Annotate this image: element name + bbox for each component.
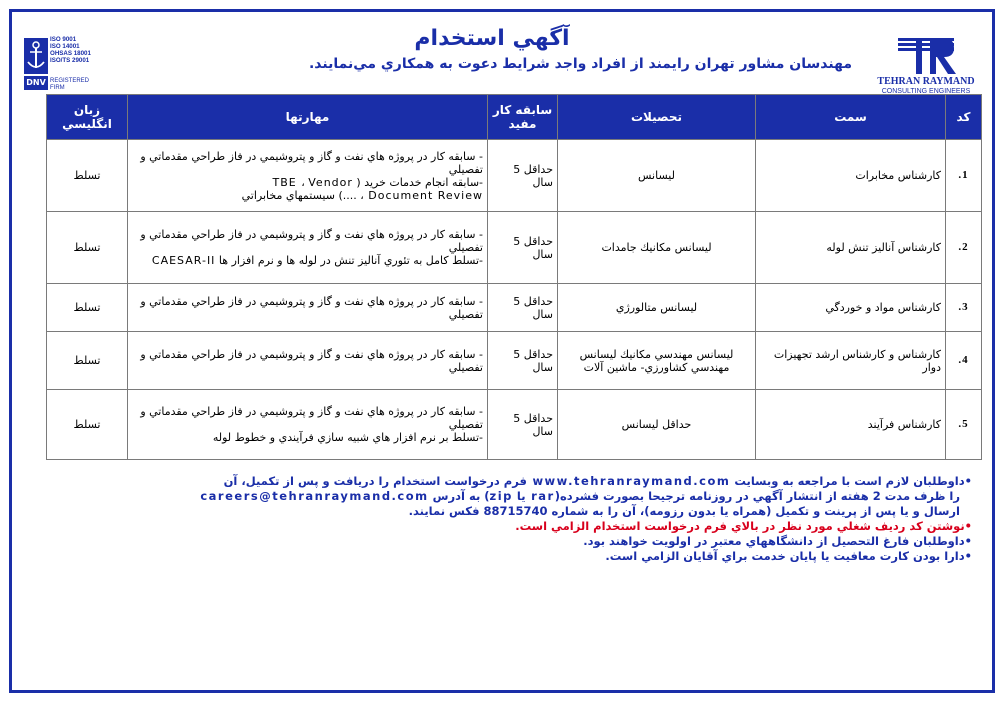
table-header-row	[47, 95, 982, 140]
ad-subtitle: مهندسان مشاور تهران رايمند از افراد واجد شرايط دعوت به همكاري مي‌نمايند.	[308, 56, 852, 72]
note-continuation: ارسال و يا پس از پرينت و تكميل (همراه يا بدون رزومه)، آن را به شماره 88715740 فكس نمايند.	[408, 504, 960, 518]
header-education: تحصيلات	[558, 95, 756, 140]
skill-line: - سابقه كار در پروژه هاي نفت و گاز و پتروشيمي در فاز طراحي مقدماتي و تفصيلي	[140, 228, 483, 254]
row-code: 1.	[946, 140, 982, 212]
jobs-table	[46, 94, 982, 460]
row-experience: حداقل 5 سال	[488, 140, 558, 212]
note-text: •داوطلبان لازم است با مراجعه به وبسايت www.tehranraymand.com فرم درخواست استخدام را دريافت و پس از تكميل، آن	[223, 474, 972, 488]
row-skills	[128, 390, 488, 460]
skill-line: - سابقه كار در پروژه هاي نفت و گاز و پتروشيمي در فاز طراحي مقدماتي و تفصيلي	[140, 149, 483, 176]
company-logo	[876, 36, 976, 98]
table-row	[47, 212, 982, 284]
dnv-badge: DNV	[24, 76, 48, 90]
table-row	[47, 284, 982, 332]
row-skills	[128, 212, 488, 284]
row-education: ليسانس مهندسي مكانيك ليسانس مهندسي كشاورزي- ماشين آلات	[558, 332, 756, 390]
company-tagline: CONSULTING ENGINEERS	[881, 88, 971, 95]
anchor-icon	[24, 38, 48, 74]
row-position: كارشناس و كارشناس ارشد تجهيزات دوار	[756, 332, 946, 390]
row-code: 4.	[946, 332, 982, 390]
company-name: TEHRAN RAYMAND	[877, 76, 975, 87]
iso-list	[50, 36, 91, 64]
note-military: •دارا بودن كارت معافيت يا پايان خدمت براي آقايان الزامي است.	[605, 549, 972, 563]
notes-section	[42, 474, 972, 564]
row-skills	[128, 332, 488, 390]
row-position: كارشناس مواد و خوردگي	[756, 284, 946, 332]
header-position: سمت	[756, 95, 946, 140]
registered-line: FIRM	[50, 84, 65, 91]
ad-title: آگهي استخدام	[414, 26, 570, 51]
skill-line: -تسلط كامل به تئوري آناليز تنش در لوله ها و نرم افزار ها CAESAR-II	[151, 254, 483, 267]
iso-line: OHSAS 18001	[50, 50, 91, 57]
skill-line: -سابقه انجام خدمات خريد ( TBE ، Vendor	[272, 175, 483, 189]
table-row	[47, 140, 982, 212]
certification-logo	[24, 36, 104, 94]
skill-line: Document Review ، ....) سيستمهاي مخابراتي	[241, 188, 483, 202]
row-english: تسلط	[47, 332, 128, 390]
row-position: كارشناس آناليز تنش لوله	[756, 212, 946, 284]
row-english: تسلط	[47, 140, 128, 212]
registered-firm-label	[50, 78, 89, 91]
row-education: حداقل ليسانس	[558, 390, 756, 460]
row-education: ليسانس	[558, 140, 756, 212]
ad-frame	[9, 9, 995, 693]
note-graduates: •داوطلبان فارغ التحصيل از دانشگاههاي معتبر در اولويت خواهند بود.	[583, 534, 972, 548]
row-experience: حداقل 5 سال	[488, 284, 558, 332]
table-row	[47, 332, 982, 390]
tr-monogram-icon	[876, 36, 976, 76]
table-row	[47, 390, 982, 460]
skill-line: - سابقه كار در پروژه هاي نفت و گاز و پتروشيمي در فاز طراحي مقدماتي و تفصيلي	[140, 294, 483, 321]
header-english: زبان انگليسي	[47, 95, 128, 140]
row-code: 5.	[946, 390, 982, 460]
row-education: ليسانس متالورژي	[558, 284, 756, 332]
note-continuation: را ظرف مدت 2 هفته از انتشار آگهي در روزنامه ترجيحا بصورت فشرده(rar يا zip) به آدرس careers@tehranraymand.com	[200, 489, 960, 503]
row-experience: حداقل 5 سال	[488, 332, 558, 390]
row-skills	[128, 140, 488, 212]
header	[12, 12, 992, 95]
row-position: كارشناس مخابرات	[756, 140, 946, 212]
iso-line: ISO/TS 29001	[50, 57, 90, 64]
iso-line: ISO 9001	[50, 36, 77, 43]
row-english: تسلط	[47, 212, 128, 284]
iso-line: ISO 14001	[50, 43, 80, 50]
header-skills: مهارتها	[128, 95, 488, 140]
header-experience: سابقه كار مفيد	[488, 95, 558, 140]
skill-line: - سابقه كار در پروژه هاي نفت و گاز و پتروشيمي در فاز طراحي مقدماتي و تفصيلي	[140, 405, 483, 431]
skill-line: -تسلط بر نرم افزار هاي شبيه سازي فرآيندي و خطوط لوله	[212, 431, 483, 444]
row-skills	[128, 284, 488, 332]
row-code: 2.	[946, 212, 982, 284]
registered-line: REGISTERED	[50, 78, 90, 84]
row-experience: حداقل 5 سال	[488, 212, 558, 284]
row-code: 3.	[946, 284, 982, 332]
row-position: كارشناس فرآيند	[756, 390, 946, 460]
row-education: ليسانس مكانيك جامدات	[558, 212, 756, 284]
row-experience: حداقل 5 سال	[488, 390, 558, 460]
row-english: تسلط	[47, 390, 128, 460]
header-code: كد	[946, 95, 982, 140]
note-code-required: •نوشتن كد رديف شغلي مورد نظر در بالاي فرم درخواست استخدام الزامي است.	[515, 519, 972, 533]
note-application	[42, 474, 972, 519]
skill-line: - سابقه كار در پروژه هاي نفت و گاز و پتروشيمي در فاز طراحي مقدماتي و تفصيلي	[140, 347, 483, 374]
row-english: تسلط	[47, 284, 128, 332]
